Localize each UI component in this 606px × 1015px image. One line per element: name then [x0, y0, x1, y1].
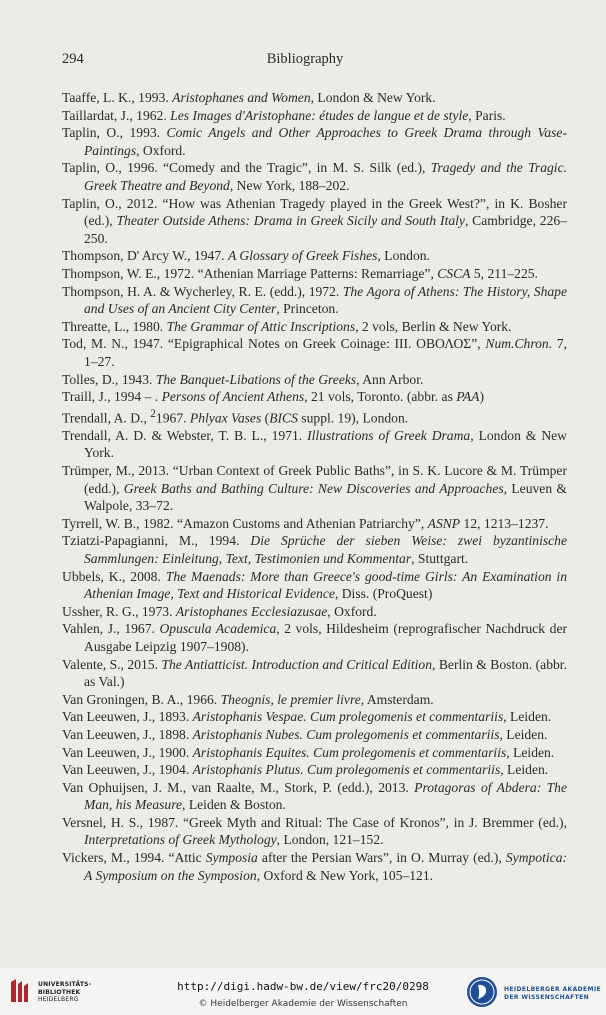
bibliography-entry: Van Leeuwen, J., 1900. Aristophanis Equites. Cum prolegomenis et commentariis, Leiden.	[62, 744, 555, 760]
bibliography-list	[62, 89, 567, 884]
academy-seal-icon	[466, 976, 498, 1008]
bibliography-entry: Tyrrell, W. B., 1982. “Amazon Customs and Athenian Patriarchy”, ASNP 12, 1213–1237.	[62, 515, 549, 531]
academy-name-line1: HEIDELBERGER AKADEMIE	[504, 986, 601, 993]
copyright-notice: © Heidelberger Akademie der Wissenschaften	[198, 999, 408, 1009]
library-name-line2: BIBLIOTHEK	[38, 988, 81, 996]
bibliography-entry: Threatte, L., 1980. The Grammar of Attic Inscriptions, 2 vols, Berlin & New York.	[62, 318, 512, 334]
bibliography-entry: Taplin, O., 1993. Comic Angels and Other Approaches to Greek Drama through Vase-Paintings, Oxford.	[62, 125, 567, 158]
bibliography-entry: Taplin, O., 2012. “How was Athenian Tragedy played in the Greek West?”, in K. Bosher (ed.), Theater Outside Athens: Drama in Greek Sicily and South Italy, Cambridge, 226–250.	[62, 195, 567, 246]
bibliography-entry: Van Groningen, B. A., 1966. Theognis, le premier livre, Amsterdam.	[62, 691, 434, 707]
permalink-url[interactable]: http://digi.hadw-bw.de/view/frc20/0298	[177, 980, 429, 993]
footer-bar	[0, 968, 606, 1015]
bibliography-entry: Trendall, A. D. & Webster, T. B. L., 1971. Illustrations of Greek Drama, London & New York.	[62, 427, 567, 461]
bibliography-entry: Van Leeuwen, J., 1904. Aristophanis Plutus. Cum prolegomenis et commentariis, Leiden.	[62, 762, 549, 778]
academy-name-line2: DER WISSENSCHAFTEN	[504, 994, 590, 1001]
bibliography-entry: Trendall, A. D., $^2$1967. Phlyax Vases (BICS suppl. 19), London.	[62, 407, 409, 426]
bibliography-entry: Traill, J., 1994 – . Persons of Ancient Athens, 21 vols, Toronto. (abbr. as PAA)	[62, 389, 484, 405]
bibliography-entry: Van Leeuwen, J., 1898. Aristophanis Nubes. Cum prolegomenis et commentariis, Leiden.	[62, 726, 548, 742]
page-header	[62, 51, 548, 71]
bibliography-entry: Taplin, O., 1996. “Comedy and the Tragic”, in M. S. Silk (ed.), Tragedy and the Tragic. Greek Theatre and Beyond, New York, 188–202.	[62, 160, 568, 193]
bibliography-entry: Vickers, M., 1994. “Attic Symposia after the Persian Wars”, in O. Murray (ed.), Sympotica: A Symposium on the Symposion, Oxford & New York, 105–121.	[62, 850, 568, 883]
library-name-line1: UNIVERSITÄTS-	[38, 981, 92, 988]
running-title: Bibliography	[266, 51, 344, 67]
bibliography-entry: Ussher, R. G., 1973. Aristophanes Ecclesiazusae, Oxford.	[62, 603, 377, 619]
bibliography-entry: Thompson, H. A. & Wycherley, R. E. (edd.), 1972. The Agora of Athens: The History, Shape and Uses of an Ancient City Center, Princeton.	[62, 283, 567, 317]
page-number: 294	[62, 51, 84, 67]
bibliography-entry: Thompson, W. E., 1972. “Athenian Marriage Patterns: Remarriage”, CSCA 5, 211–225.	[62, 265, 538, 281]
bibliography-entry: Ubbels, K., 2008. The Maenads: More than Greece's good-time Girls: An Examination in Athenian Image, Text and Historical Evidence, Diss. (ProQuest)	[62, 568, 567, 602]
bibliography-entry: Trümper, M., 2013. “Urban Context of Greek Public Baths”, in S. K. Lucore & M. Trümper (edd.), Greek Baths and Bathing Culture: New Discoveries and Approaches, Leuven & Walpole, 33–72.	[62, 463, 568, 514]
bibliography-entry: Van Ophuijsen, J. M., van Raalte, M., Stork, P. (edd.), 2013. Protagoras of Abdera: The Man, his Measure, Leiden & Boston.	[62, 779, 567, 813]
bibliography-entry: Tod, M. N., 1947. “Epigraphical Notes on Greek Coinage: III. ΟΒΟΛΟΣ”, Num.Chron. 7, 1–27.	[62, 336, 568, 369]
library-name-line3: HEIDELBERG	[38, 996, 79, 1003]
bibliography-entry: Thompson, D' Arcy W., 1947. A Glossary of Greek Fishes, London.	[62, 248, 430, 264]
bibliography-entry: Taaffe, L. K., 1993. Aristophanes and Women, London & New York.	[62, 90, 436, 105]
academy-logo	[466, 976, 602, 1010]
bibliography-entry: Tziatzi-Papagianni, M., 1994. Die Sprüche der sieben Weise: zwei byzantinische Sammlungen: Einleitung, Text, Testimonien und Kommentar, Stuttgart.	[62, 533, 568, 566]
bibliography-entry: Vahlen, J., 1967. Opuscula Academica, 2 vols, Hildesheim (reprografischer Nachdruck der Ausgabe Leipzig 1907–1908).	[62, 621, 568, 654]
bibliography-entry: Versnel, H. S., 1987. “Greek Myth and Ritual: The Case of Kronos”, in J. Bremmer (ed.), Interpretations of Greek Mythology, London, 121–152.	[62, 814, 567, 848]
bibliography-entry: Valente, S., 2015. The Antiatticist. Introduction and Critical Edition, Berlin & Boston. (abbr. as Val.)	[62, 656, 567, 690]
bibliography-entry: Taillardat, J., 1962. Les Images d'Aristophane: études de langue et de style, Paris.	[62, 107, 506, 123]
bibliography-entry: Tolles, D., 1943. The Banquet-Libations of the Greeks, Ann Arbor.	[62, 371, 424, 387]
bibliography-entry: Van Leeuwen, J., 1893. Aristophanis Vespae. Cum prolegomenis et commentariis, Leiden.	[62, 709, 552, 725]
